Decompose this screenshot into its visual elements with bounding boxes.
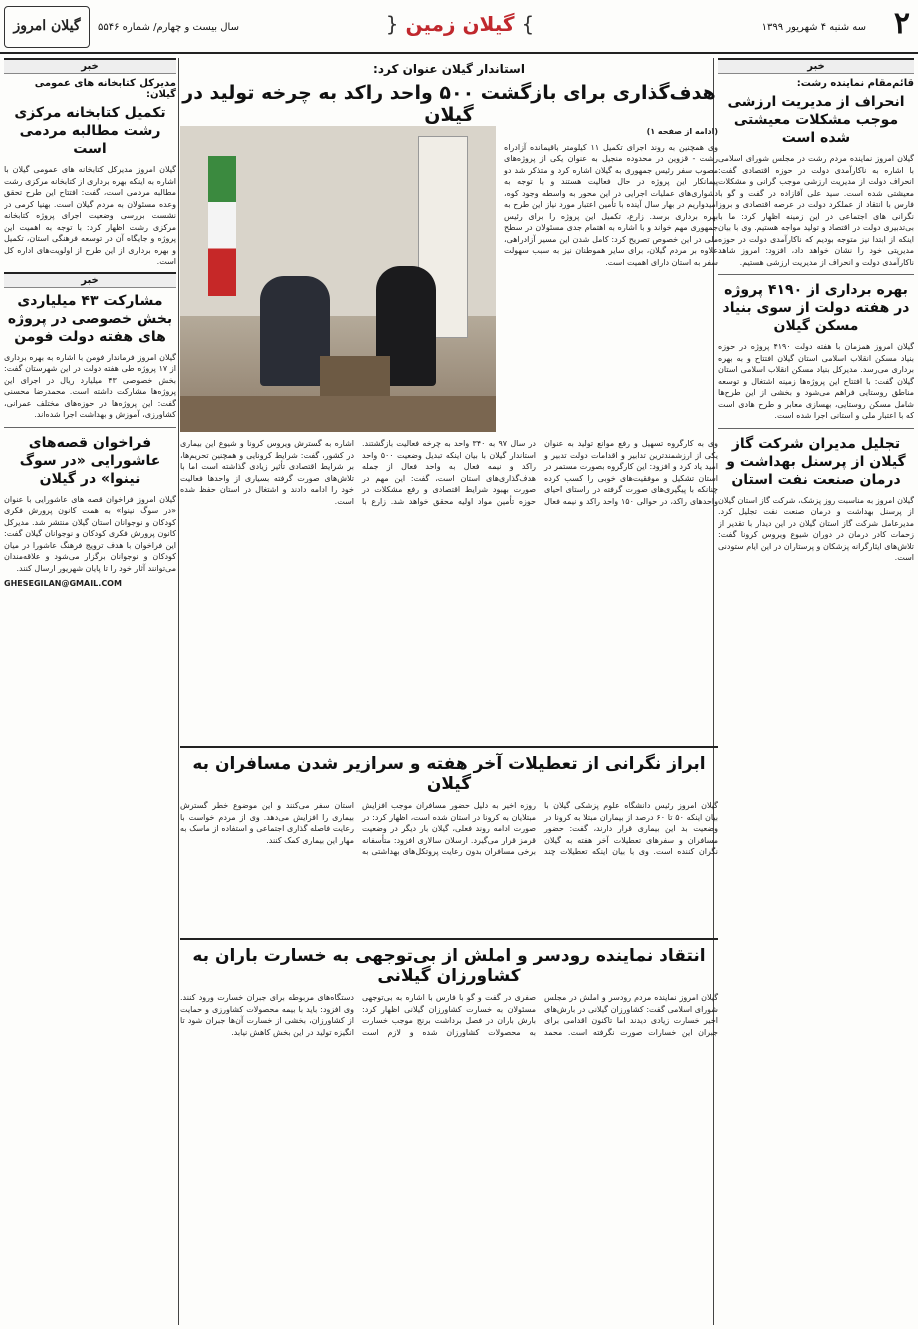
photo-floor: [180, 396, 496, 432]
lead-body-continued: [180, 438, 718, 1146]
article-body: گیلان امروز نماینده مردم رشت در مجلس شورای اسلامی با اشاره به ناکارآمدی دولت در حوزه اقتصادی گفت: انحراف دولت از مدیریت ارزشی موجب گرانی و مشکلات معیشتی شده است. سید علی آقازاده در گفت و گو با فارس با انتقاد از عملکرد دولت در عرصه اقتصادی و بروز نگرانی های اجتماعی در این زمینه اظهار کرد: ما با بی‌تدبیری دولت در اقتصاد و تولید مواجه هستیم. وی با بیان اینکه از ابتدا نیز متوجه بودیم که ناکارآمدی دولت در حوزه مدیریتی خود را نشان خواهد داد، افزود: امروز شاهد ناکارآمدی دولت و انحراف از مدیریت ارزشی هستیم.: [718, 154, 914, 267]
article-body: گیلان امروز رئیس دانشگاه علوم پزشکی گیلان با بیان اینکه ۵۰ تا ۶۰ درصد از بیماران مبتلا به کرونا در وضعیت بد این بیماری قرار دارند، گفت: حضور مسافران و سفرهای تعطیلات آخر هفته به گیلان نگران کننده است. وی با بیان اینکه تعطیلات چند روزه اخیر به دلیل حضور مسافران موجب افزایش مبتلایان به کرونا در استان شده است، اظهار کرد: در صورت ادامه روند فعلی، گیلان بار دیگر در وضعیت قرمز قرار می‌گیرد. ارسلان سالاری افزود: متأسفانه برخی مسافران بدون رعایت پروتکل‌های بهداشتی به استان سفر می‌کنند و این موضوع خطر گسترش بیماری را افزایش می‌دهد. وی از مردم خواست با رعایت فاصله گذاری اجتماعی و استفاده از ماسک به مهار این بیماری کمک کنند.: [180, 801, 719, 856]
iran-flag-icon: [208, 156, 236, 296]
issue-date: سه شنبه ۴ شهریور ۱۳۹۹: [761, 22, 866, 33]
newspaper-logo: گیلان امروز: [4, 6, 90, 48]
news-tag: خبر: [718, 58, 914, 74]
article-headline: مشارکت ۴۳ میلیاردی بخش خصوصی در پروژه های هفته دولت فومن: [7, 292, 173, 345]
right-column: [718, 58, 914, 1325]
article-headline: فراخوان قصه‌های عاشورایی «در سوگ نینوا» در گیلان: [19, 434, 161, 487]
page-number: ۲: [893, 6, 910, 41]
article-headline: انحراف از مدیریت ارزشی موجب مشکلات معیشتی شده است: [727, 94, 905, 146]
article-kicker: قائم‌مقام نماینده رشت:: [796, 78, 914, 89]
lead-headline: هدف‌گذاری برای بازگشت ۵۰۰ واحد راکد به چرخه تولید در گیلان: [182, 82, 716, 126]
article-box: [180, 746, 718, 930]
continued-note: (ادامه از صفحه ۱): [646, 127, 718, 136]
article-body: گیلان امروز فرماندار فومن با اشاره به بهره برداری از ۱۷ پروژه طی هفته دولت در این شهرستان گفت: بخش خصوصی ۴۳ میلیارد ریال در اجرای این پروژه‌ها مشارکت داشته است. محمدرضا محسنی گفت: این پروژه‌ها در حوزه‌های مختلف عمرانی، کشاورزی، آموزش و بهداشت اجرا شده‌اند.: [4, 352, 176, 419]
article-headline: بهره برداری از ۴۱۹۰ پروژه در هفته دولت از سوی بنیاد مسکن گیلان: [722, 282, 910, 334]
article-body: گیلان امروز همزمان با هفته دولت ۴۱۹۰ پروژه در حوزه بنیاد مسکن انقلاب اسلامی استان گیلان افتتاح و به بهره برداری می‌رسد. مدیرکل بنیاد مسکن انقلاب اسلامی استان گیلان گفت: با افتتاح این پروژه‌ها زمینه اشتغال و توسعه مناطق روستایی فراهم می‌شود و بخشی از این طرح‌ها شامل مسکن روستایی، بهسازی معابر و طرح هادی است که با اعتبار ملی و استانی اجرا شده است.: [718, 342, 914, 420]
news-tag: خبر: [4, 272, 176, 288]
bracket-right-icon: }: [521, 12, 535, 36]
news-tag: خبر: [4, 58, 176, 74]
photo-table: [320, 356, 390, 396]
section-title-text: گیلان زمین: [405, 12, 515, 36]
volume-info: سال بیست و چهارم/ شماره ۵۵۴۶: [98, 22, 239, 33]
article-body: گیلان امروز به مناسبت روز پزشک، شرکت گاز استان گیلان از پرسنل بهداشت و درمان صنعت نفت تجلیل کرد. مدیرعامل شرکت گاز استان گیلان در این دیدار با تقدیر از زحمات کادر درمان در دوران شیوع ویروس کرونا گفت: تلاش‌های ایثارگرانه پزشکان و پرستاران در این ایام ستودنی است.: [718, 495, 914, 562]
lead-body-part2: وی به کارگروه تسهیل و رفع موانع تولید به عنوان یکی از ارزشمندترین تدابیر و اقدامات دولت تدبیر و امید یاد کرد و افزود: این کارگروه بصورت مستمر در استان تشکیل و موفقیت‌های خوبی را کسب کرده چنانکه با پیگیری‌های صورت گرفته در راستای احیای واحدهای راکد، در حوالی ۱۵۰ واحد راکد و نیمه فعال در سال ۹۷ به ۳۴۰ واحد به چرخه فعالیت بازگشتند. استاندار گیلان با بیان اینکه تبدیل وضعیت ۵۰۰ واحد راکد و نیمه فعال به واحد فعال از جمله هدف‌گذاری‌های استان است، گفت: این مهم در صورت بهبود شرایط اقتصادی و رفع مشکلات در حوزه تأمین مواد اولیه محقق خواهد شد. زارع با اشاره به گسترش ویروس کرونا و شیوع این بیماری در کشور، گفت: شرایط کرونایی و همچنین تحریم‌ها، بر شرایط اقتصادی تأثیر زیادی گذاشته است اما با تلاش‌های صورت گرفته بسیاری از واحدها فعالیت خود را ادامه دادند و اشتغال در استان حفظ شده است.: [180, 439, 719, 506]
left-column: [4, 58, 176, 1325]
lead-kicker: استاندار گیلان عنوان کرد:: [373, 62, 525, 76]
main-article-area: [180, 58, 718, 1328]
section-title: [380, 12, 540, 42]
contact-email[interactable]: GHESEGILAN@GMAIL.COM: [4, 579, 122, 588]
article-headline: تکمیل کتابخانه مرکزی رشت مطالبه مردمی است: [14, 105, 166, 157]
divider: [4, 427, 176, 428]
article-headline: انتقاد نماینده رودسر و املش از بی‌توجهی به خسارت باران به کشاورزان گیلانی: [192, 946, 706, 986]
article-box: [180, 938, 718, 1142]
lead-column-right: [504, 126, 718, 272]
lead-body-part1: وی همچنین به روند اجرای تکمیل ۱۱ کیلومتر باقیمانده آزادراه رشت - قزوین در محدوده منجیل به عنوان یکی از پروژه‌های مصوب سفر رئیس جمهوری به گیلان اشاره کرد و متذکر شد دو پیمانکار این پروژه در حال فعالیت هستند و با توجه به دشواری‌های عملیات اجرایی در این محور به واسطه وجود کوه، امیدواریم در بهار سال آینده با تأمین اعتبار مورد نیاز این طرح به بهره برداری برسد. زارع، تکمیل این پروژه را برای رئیس جمهوری مهم خواند و با اشاره به اهتمام جدی مسئولان در سطح ملی در این خصوص تصریح کرد: کامل شدن این مسیر آزادراهی، علاوه بر مردم گیلان، برای سایر هموطنان نیز به سبب سهولت سفر به استان دارای اهمیت است.: [504, 142, 718, 267]
article-body: گیلان امروز فراخوان قصه های عاشورایی با عنوان «در سوگ نینوا» به همت کانون پرورش فکری کودکان و نوجوانان استان گیلان منتشر شد. مدیرکل کانون پرورش فکری کودکان و نوجوانان گیلان گفت: این فراخوان با هدف ترویج فرهنگ عاشورا در میان کودکان و نوجوانان برگزار می‌شود و علاقه‌مندان می‌توانند آثار خود را تا پایان شهریور ارسال کنند.: [4, 494, 176, 573]
article-headline: ابراز نگرانی از تعطیلات آخر هفته و سرازیر شدن مسافران به گیلان: [192, 754, 706, 794]
meeting-photo: [180, 126, 496, 432]
article-body: گیلان امروز مدیرکل کتابخانه های عمومی گیلان با اشاره به اینکه بهره برداری از کتابخانه مرکزی رشت مطالبه مردمی است، گفت: افتتاح این طرح تحقق وعده مسئولان به مردم گیلان است. بهنیا کرمی در نشست بررسی وضعیت اجرای پروژه کتابخانه مرکزی رشت اظهار کرد: با توجه به اهمیت این پروژه و جایگاه آن در توسعه فرهنگی استان، تکمیل و بهره برداری از این طرح از اولویت‌های اداره کل است.: [4, 165, 176, 266]
divider: [718, 274, 914, 275]
article-body: گیلان امروز نماینده مردم رودسر و املش در مجلس شورای اسلامی گفت: کشاورزان گیلانی در بارش‌های اخیر خسارت زیادی دیدند اما تاکنون اقدامی برای جبران این خسارات صورت نگرفته است. محمد صفری در گفت و گو با فارس با اشاره به بی‌توجهی مسئولان به خسارت کشاورزان گیلانی اظهار کرد: بارش باران در فصل برداشت برنج موجب خسارت به محصولات کشاورزان شده و لازم است دستگاه‌های مربوطه برای جبران خسارت ورود کنند. وی افزود: باید با بیمه محصولات کشاورزی و حمایت از کشاورزان، بخشی از خسارت آن‌ها جبران شود تا انگیزه تولید در این بخش کاهش نیابد.: [180, 993, 718, 1037]
column-rule: [178, 58, 179, 1325]
divider: [718, 428, 914, 429]
article-headline: تجلیل مدیران شرکت گاز گیلان از پرسنل بهداشت و درمان صنعت نفت استان: [726, 435, 906, 488]
bracket-left-icon: {: [385, 12, 399, 36]
masthead: [0, 0, 918, 54]
article-kicker: مدیرکل کتابخانه های عمومی گیلان:: [34, 78, 176, 100]
